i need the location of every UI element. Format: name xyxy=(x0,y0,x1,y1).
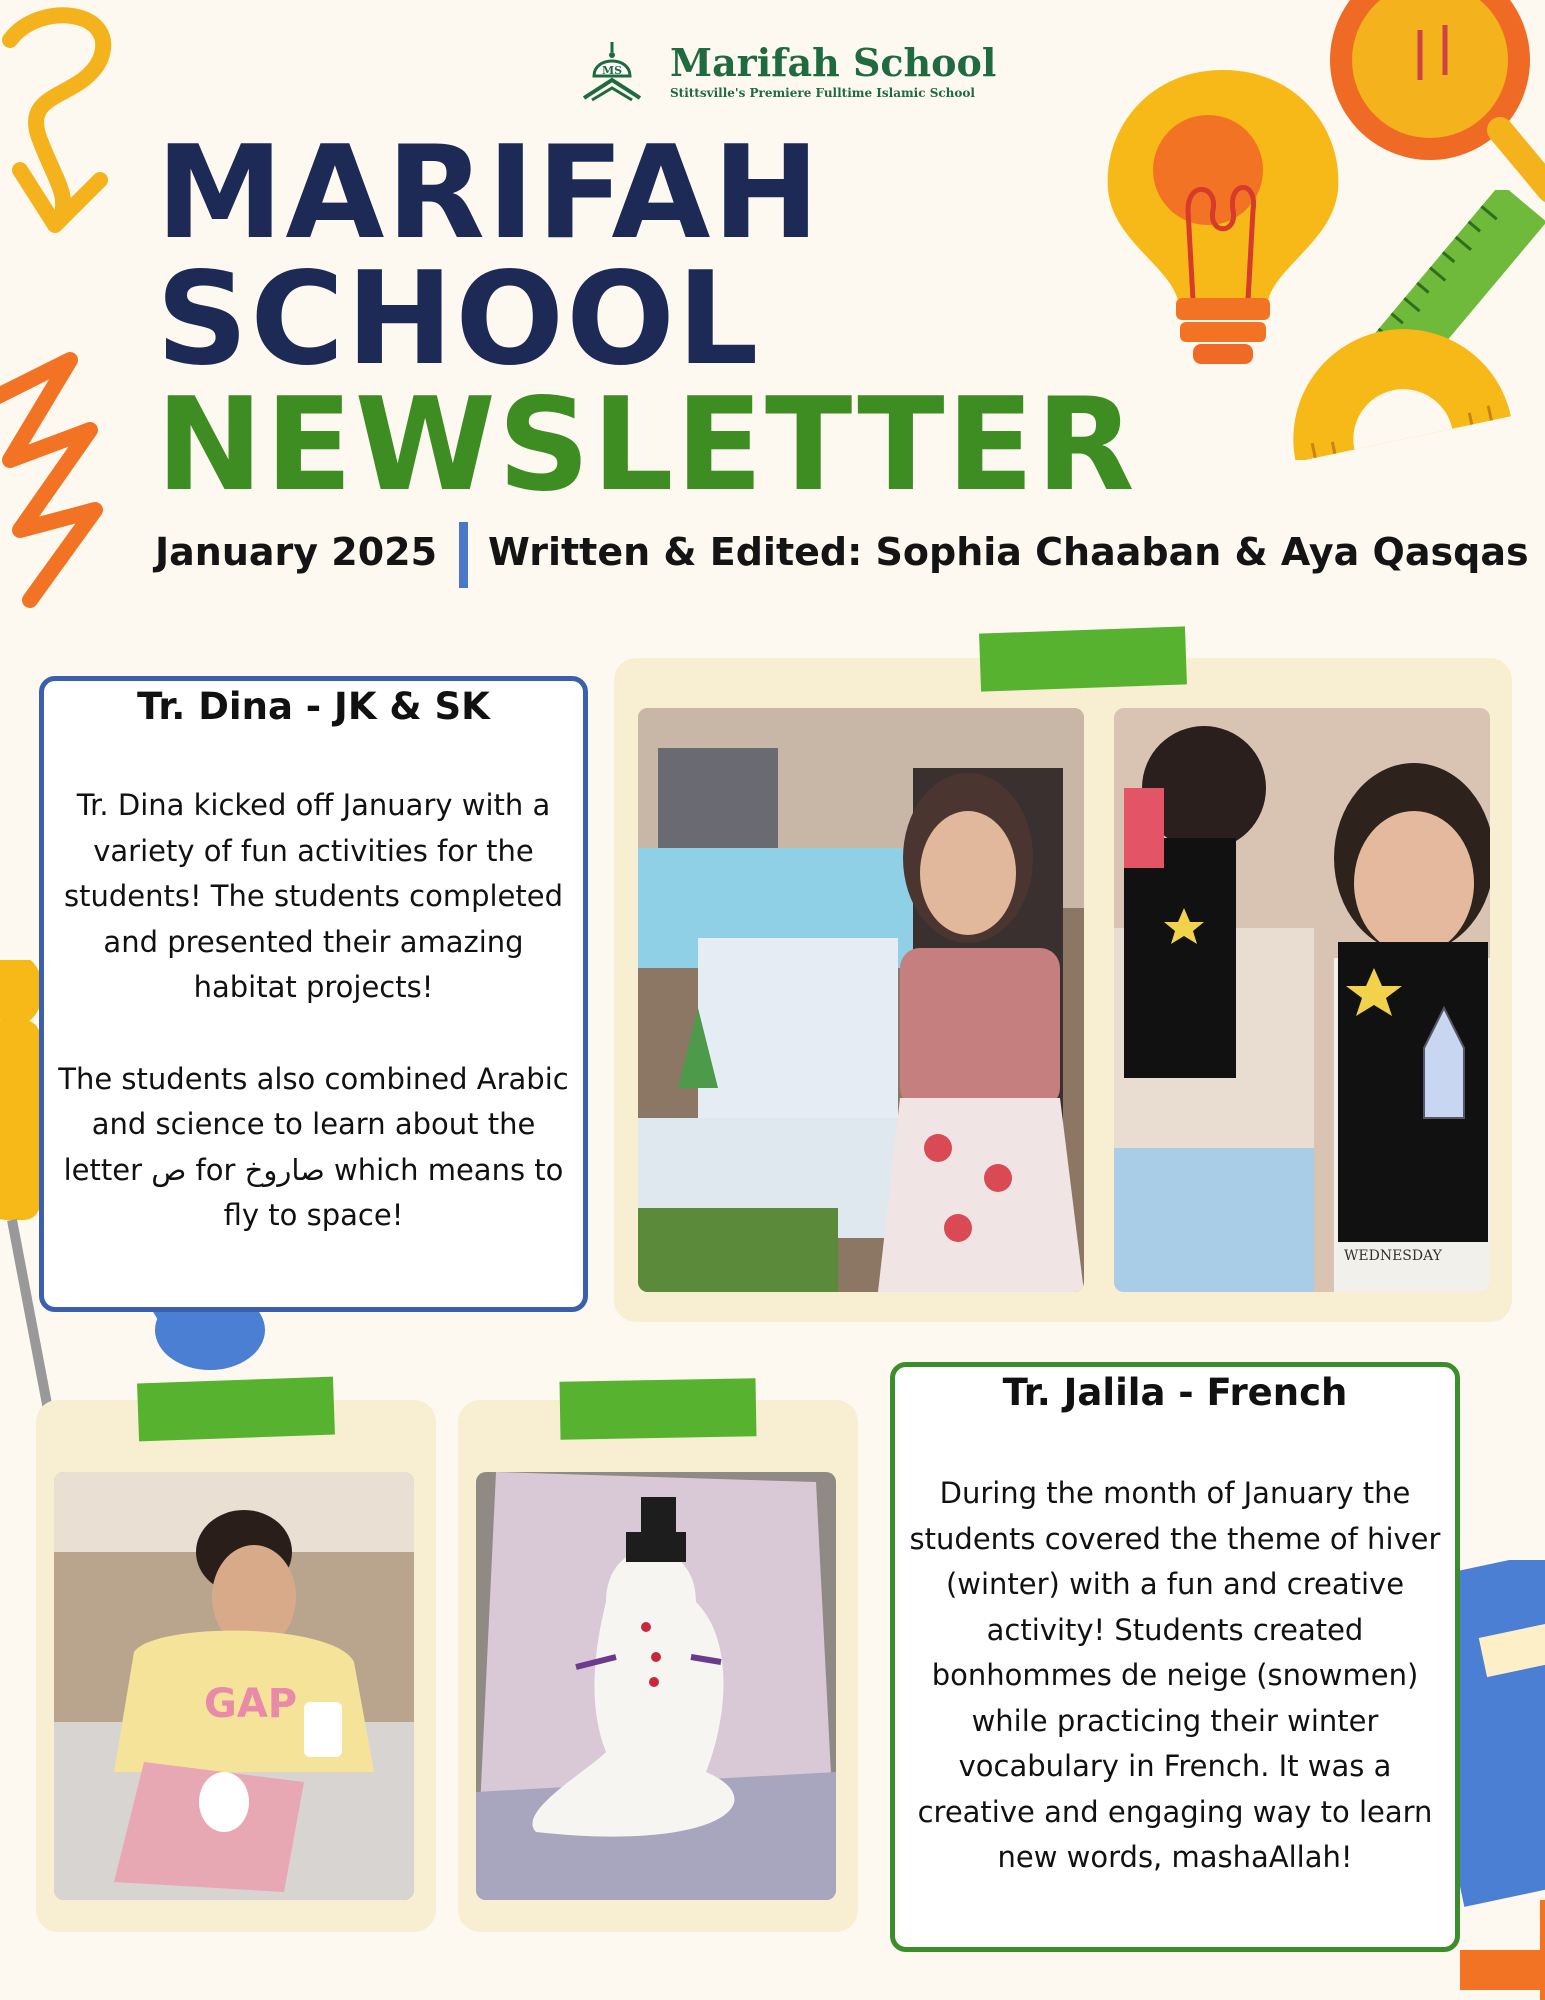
zigzag-icon xyxy=(0,330,120,630)
squiggle-arrow-icon xyxy=(0,0,170,240)
school-tagline: Stittsville's Premiere Fulltime Islamic School xyxy=(670,86,975,100)
jalila-body: During the month of January the students covered the theme of hiver (winter) with a fun and creative activity! Students created bonhommes de neige (snowmen) while practicing their winter vocabulary in French. It was a creative and engaging way to learn new words, mashaAllah! xyxy=(909,1476,1441,1874)
title-divider xyxy=(459,522,468,588)
shirt-text: WEDNESDAY xyxy=(1344,1248,1442,1264)
protractor-icon xyxy=(1275,300,1515,460)
title-line-2: SCHOOL xyxy=(156,245,761,394)
title-line-1: MARIFAH xyxy=(156,119,822,268)
tape-left xyxy=(137,1377,335,1442)
dina-photo-panel xyxy=(614,658,1512,1322)
jalila-text-box xyxy=(890,1362,1460,1952)
snowman-photo-panel xyxy=(458,1400,858,1932)
school-logo xyxy=(580,38,1000,108)
mosque-icon xyxy=(580,38,644,104)
dina-title: Tr. Dina - JK & SK xyxy=(137,685,490,728)
dina-text-box xyxy=(39,676,588,1312)
logo-initials: MS xyxy=(601,64,623,77)
child-painting-photo xyxy=(54,1472,414,1900)
painting-photo-panel xyxy=(36,1400,436,1932)
snowman-craft-photo xyxy=(476,1472,836,1900)
school-name: Marifah School xyxy=(670,40,997,85)
tape-top xyxy=(979,626,1187,691)
habitat-project-photo xyxy=(638,708,1084,1292)
issue-date: January 2025 xyxy=(155,530,438,574)
byline: Written & Edited: Sophia Chaaban & Aya Qasqas xyxy=(488,530,1529,574)
jalila-title: Tr. Jalila - French xyxy=(1002,1371,1348,1414)
title-line-3: NEWSLETTER xyxy=(156,371,1137,520)
dina-paragraph-2: The students also combined Arabic and science to learn about the letter ص for صاروخ which means to fly to space! xyxy=(58,1061,569,1232)
shirt-logo: GAP xyxy=(204,1681,298,1727)
tape-middle xyxy=(560,1378,757,1439)
rocket-craft-photo xyxy=(1114,708,1490,1292)
dina-body xyxy=(44,783,583,1285)
dina-paragraph-1: Tr. Dina kicked off January with a variety of fun activities for the students! The students completed and presented their amazing habitat projects! xyxy=(63,788,564,1004)
